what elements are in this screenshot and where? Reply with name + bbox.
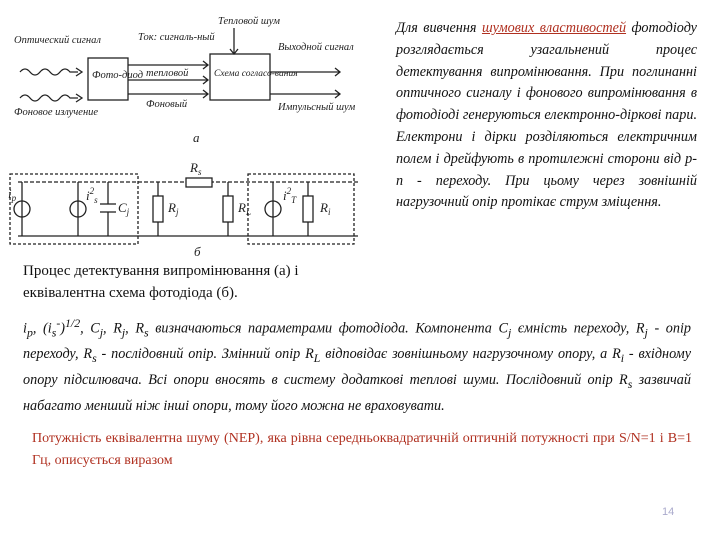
rl-label: $R_L$	[238, 200, 251, 217]
ri-label: $R_i$	[320, 200, 331, 217]
is-label: $i^2_s$	[86, 186, 98, 205]
background-wave	[20, 95, 78, 101]
right-column-text	[396, 18, 697, 214]
equivalent-circuit-diagram	[8, 160, 380, 260]
nep-paragraph: Потужність еквівалентна шуму (NEP), яка рівна середньоквадратичній оптичній потужності при S/N=1 і B=1 Гц, описується виразом	[32, 431, 692, 468]
cj-label: $C_j$	[118, 200, 130, 217]
diagram-b-label: б	[194, 244, 201, 259]
rs-label: $R_s$	[190, 160, 202, 177]
figure-caption: Процес детектування випромінювання (а) і еквівалентна схема фотодіода (б).	[23, 263, 299, 301]
detection-process-diagram	[10, 10, 380, 145]
right-text-after: фотодіоду розглядається узагальнений процес детектування випромінювання. При поглинанні оптичного сигналу і фонового випромінювання в фотодіоді генеруються електронно-діркові пари. Електрони і дірки розділяються електричним полем і дрейфують в протилежні сторони від p-n - переходу. При цьому через зовнішній нагрузочний опір протікає струм зміщення.	[396, 20, 697, 211]
background-current-label: Фоновый	[146, 99, 188, 110]
matching-circuit-label: Схема согласо-вания	[214, 69, 298, 79]
output-signal-label: Выходной сигнал	[278, 42, 354, 53]
right-text-before: Для вивчення	[396, 20, 482, 36]
optical-signal-wave	[20, 69, 78, 75]
thermal-current-label: тепловой	[146, 68, 189, 79]
rj-label: $R_j$	[168, 200, 179, 217]
background-label: Фоновое излучение	[14, 107, 99, 118]
current-signal-label: Ток: сигналь-ный	[138, 32, 215, 43]
parameters-paragraph: $i_p$, $(i_s^-)^{1/2}$, $C_j$, $R_j$, $R_s$ визначаються параметрами фотодіода. Компонента $C_j$ ємність переходу, $R_j$ - опір переходу, $R_s$ - послідовний опір. Змінний опір $R_L$ відповідає зовнішньому нагрузочному опору, а $R_i$ - вхідному опору підсилювача. Всі опори вносять в систему додаткові теплові шуми. Послідовний опір $R_s$ зазвичай набагато менший ніж інші опори, тому його можна не враховувати.	[23, 316, 692, 414]
optical-signal-label: Оптический сигнал	[14, 35, 101, 46]
photodiode-label: Фото-диод	[92, 70, 144, 81]
impulse-noise-label: Импульсный шум	[278, 102, 356, 113]
ip-label: $i_p$	[8, 186, 17, 203]
it-label: $i^2_T$	[283, 186, 297, 205]
thermal-noise-label: Тепловой шум	[218, 16, 280, 27]
diagram-a-label: а	[193, 130, 200, 145]
noise-properties-highlight: шумових властивостей	[481, 20, 627, 36]
page-number: 14	[662, 506, 675, 518]
